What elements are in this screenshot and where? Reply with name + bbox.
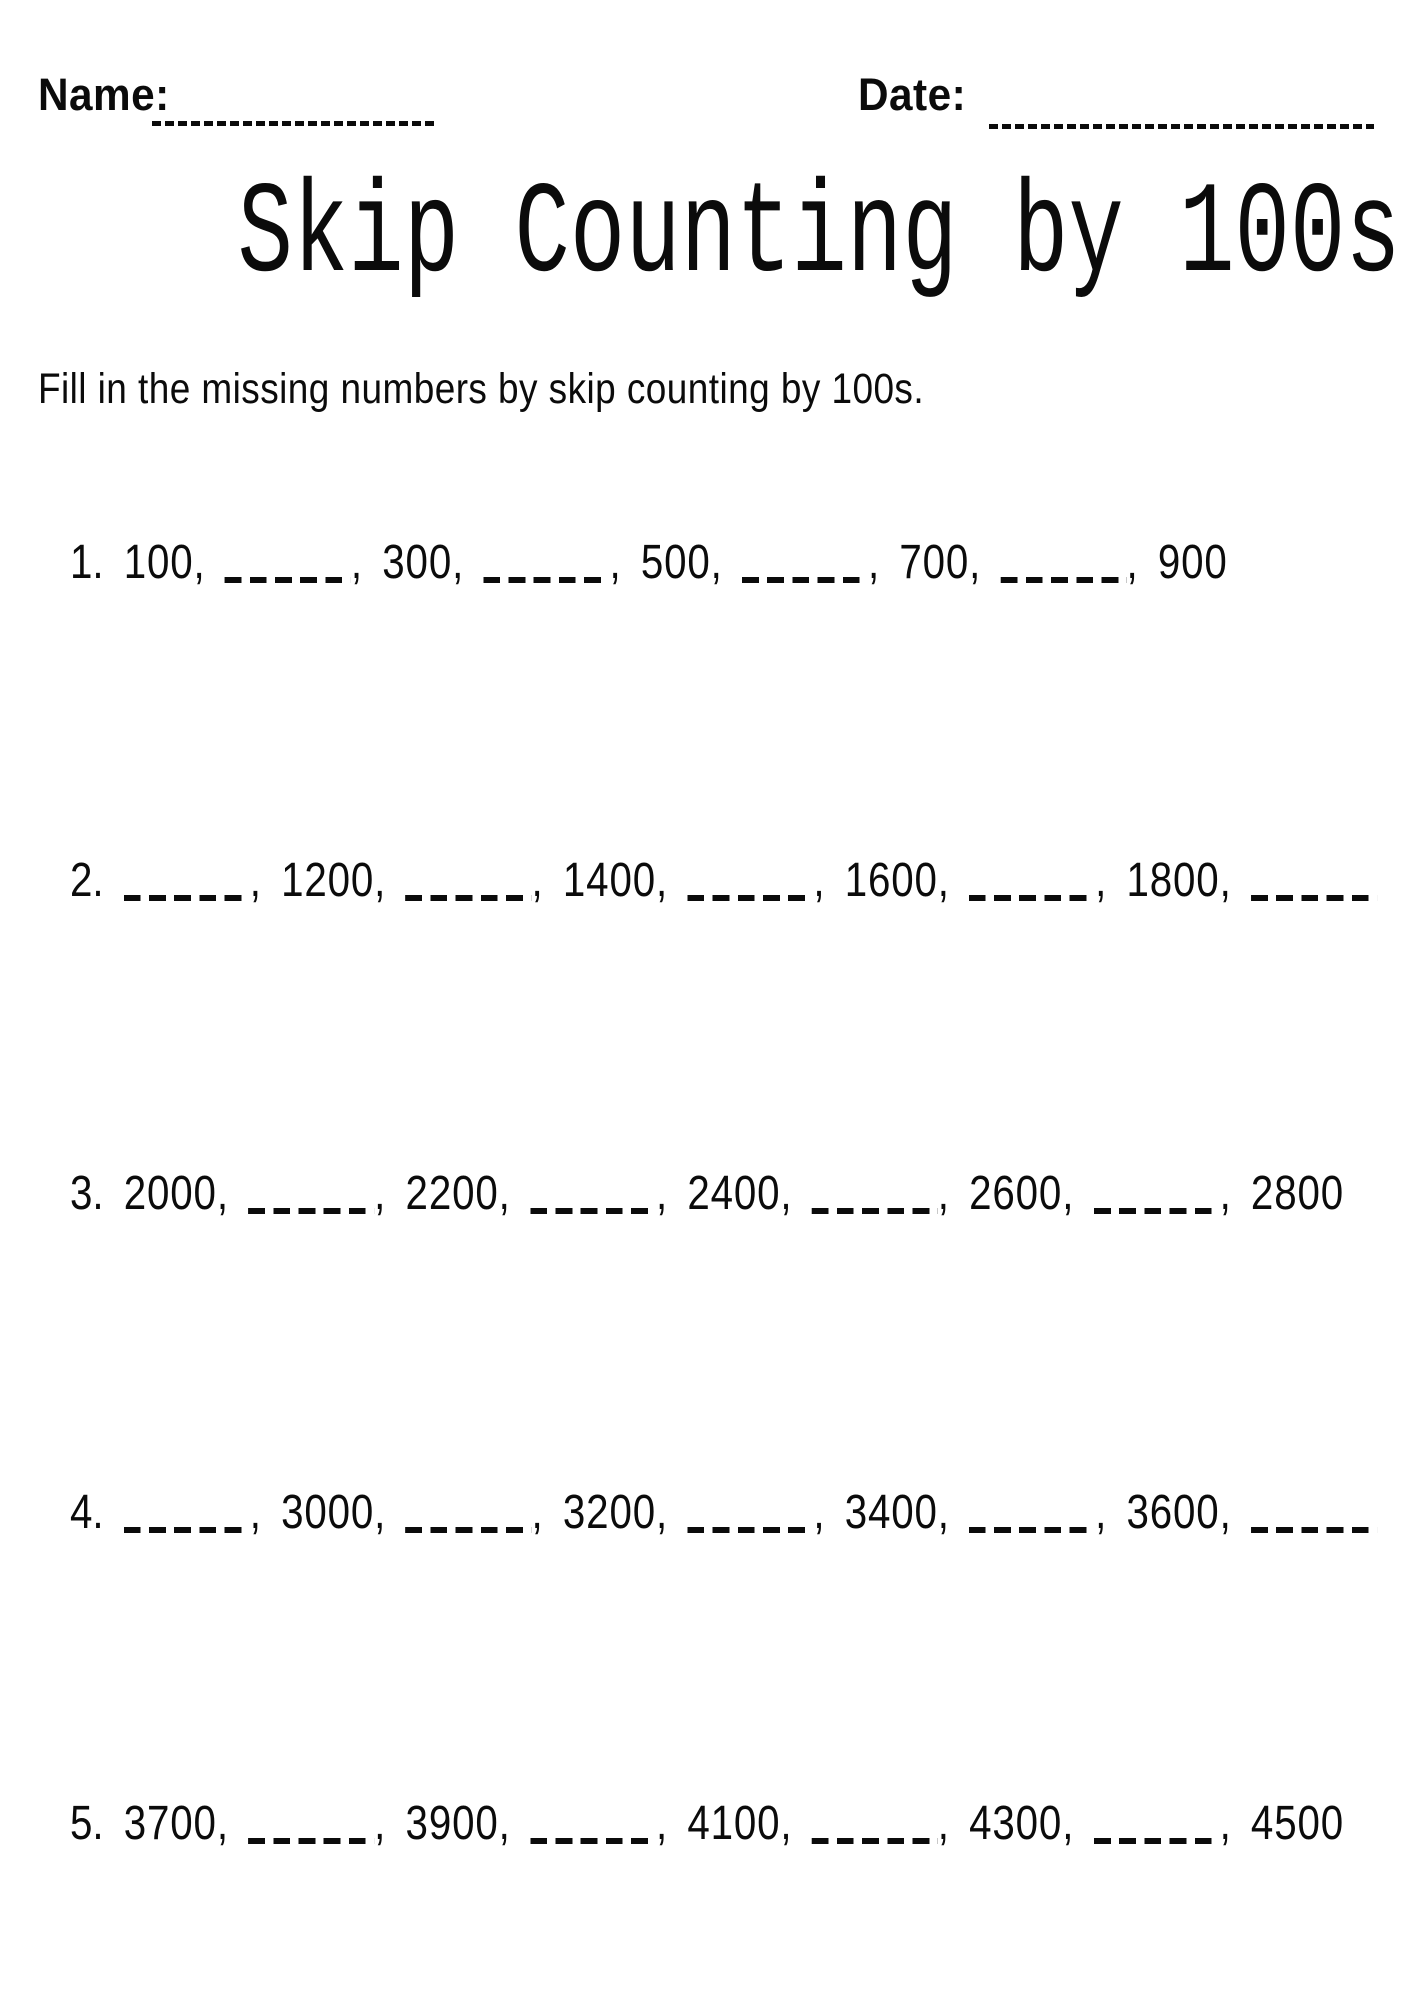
answer-blank[interactable]	[530, 1838, 656, 1844]
comma-separator: ,	[609, 536, 621, 589]
sequence-number: 3400	[844, 1486, 938, 1539]
comma-separator: ,	[868, 536, 880, 589]
comma-separator: ,	[1126, 536, 1138, 589]
sequence-number: 3200	[562, 1486, 656, 1539]
answer-blank[interactable]	[225, 577, 351, 583]
sequence-number: 2400	[687, 1167, 781, 1220]
comma-separator: ,	[937, 1797, 949, 1850]
sequence-number: 2000	[123, 1167, 217, 1220]
instructions-text: Fill in the missing numbers by skip counting by 100s.	[38, 365, 925, 413]
sequence-number: 1400	[562, 854, 656, 907]
problem-row	[70, 1167, 1344, 1220]
sequence-number: 1800	[1126, 854, 1220, 907]
sequence-number: 100	[123, 536, 194, 589]
problem-number: 3.	[70, 1167, 104, 1220]
comma-separator: ,	[531, 854, 543, 907]
comma-separator: ,	[813, 854, 825, 907]
comma-separator: ,	[1095, 854, 1107, 907]
comma-separator: ,	[216, 1797, 229, 1850]
page-title-text: Skip Counting by 100s	[237, 163, 1401, 310]
answer-blank[interactable]	[1001, 577, 1127, 583]
comma-separator: ,	[780, 1797, 792, 1850]
sequence-number: 2600	[969, 1167, 1063, 1220]
answer-blank[interactable]	[969, 895, 1095, 901]
comma-separator: ,	[374, 854, 386, 907]
problem-row	[70, 854, 1377, 907]
answer-blank[interactable]	[1094, 1838, 1220, 1844]
answer-blank[interactable]	[124, 895, 250, 901]
answer-blank[interactable]	[1251, 1527, 1377, 1533]
sequence-number: 500	[640, 536, 711, 589]
date-label: Date:	[858, 69, 967, 120]
comma-separator: ,	[1219, 854, 1231, 907]
comma-separator: ,	[216, 1167, 229, 1220]
sequence-number: 2200	[405, 1167, 499, 1220]
answer-blank[interactable]	[969, 1527, 1095, 1533]
problem-number: 5.	[70, 1797, 104, 1850]
comma-separator: ,	[969, 536, 981, 589]
answer-blank[interactable]	[687, 1527, 813, 1533]
answer-blank[interactable]	[742, 577, 868, 583]
comma-separator: ,	[1062, 1797, 1074, 1850]
comma-separator: ,	[937, 1486, 949, 1539]
comma-separator: ,	[937, 1167, 949, 1220]
comma-separator: ,	[1219, 1167, 1231, 1220]
comma-separator: ,	[249, 854, 261, 907]
problem-row	[70, 536, 1228, 589]
sequence-number: 1200	[281, 854, 375, 907]
comma-separator: ,	[1095, 1486, 1107, 1539]
sequence-number: 4500	[1250, 1797, 1344, 1850]
comma-separator: ,	[452, 536, 464, 589]
sequence-number: 1600	[844, 854, 938, 907]
answer-blank[interactable]	[248, 1208, 374, 1214]
sequence-number: 900	[1157, 536, 1228, 589]
comma-separator: ,	[937, 854, 949, 907]
comma-separator: ,	[655, 1167, 668, 1220]
comma-separator: ,	[350, 536, 363, 589]
answer-blank[interactable]	[687, 895, 813, 901]
comma-separator: ,	[1219, 1797, 1231, 1850]
answer-blank[interactable]	[1251, 895, 1377, 901]
answer-blank[interactable]	[248, 1838, 374, 1844]
comma-separator: ,	[1219, 1486, 1231, 1539]
sequence-number: 3600	[1126, 1486, 1220, 1539]
answer-blank[interactable]	[483, 577, 609, 583]
comma-separator: ,	[813, 1486, 825, 1539]
problem-number: 4.	[70, 1486, 104, 1539]
sequence-number: 3700	[123, 1797, 217, 1850]
answer-blank[interactable]	[1094, 1208, 1220, 1214]
sequence-number: 3000	[281, 1486, 375, 1539]
answer-blank[interactable]	[812, 1208, 938, 1214]
comma-separator: ,	[374, 1486, 386, 1539]
answer-blank[interactable]	[812, 1838, 938, 1844]
comma-separator: ,	[780, 1167, 792, 1220]
answer-blank[interactable]	[124, 1527, 250, 1533]
comma-separator: ,	[374, 1797, 386, 1850]
comma-separator: ,	[498, 1167, 510, 1220]
answer-blank[interactable]	[406, 895, 532, 901]
sequence-number: 3900	[405, 1797, 499, 1850]
sequence-number: 4100	[687, 1797, 781, 1850]
comma-separator: ,	[710, 536, 722, 589]
name-label: Name:	[38, 69, 170, 120]
problem-number: 1.	[70, 536, 104, 589]
comma-separator: ,	[498, 1797, 510, 1850]
problem-number: 2.	[70, 854, 104, 907]
comma-separator: ,	[531, 1486, 543, 1539]
problem-row	[70, 1486, 1377, 1539]
comma-separator: ,	[655, 1486, 668, 1539]
problem-row	[70, 1797, 1344, 1850]
sequence-number: 2800	[1250, 1167, 1344, 1220]
comma-separator: ,	[193, 536, 205, 589]
sequence-number: 4300	[969, 1797, 1063, 1850]
answer-blank[interactable]	[406, 1527, 532, 1533]
comma-separator: ,	[1062, 1167, 1074, 1220]
comma-separator: ,	[655, 1797, 668, 1850]
answer-blank[interactable]	[530, 1208, 656, 1214]
comma-separator: ,	[249, 1486, 261, 1539]
comma-separator: ,	[374, 1167, 386, 1220]
comma-separator: ,	[655, 854, 668, 907]
sequence-number: 700	[899, 536, 970, 589]
sequence-number: 300	[382, 536, 453, 589]
